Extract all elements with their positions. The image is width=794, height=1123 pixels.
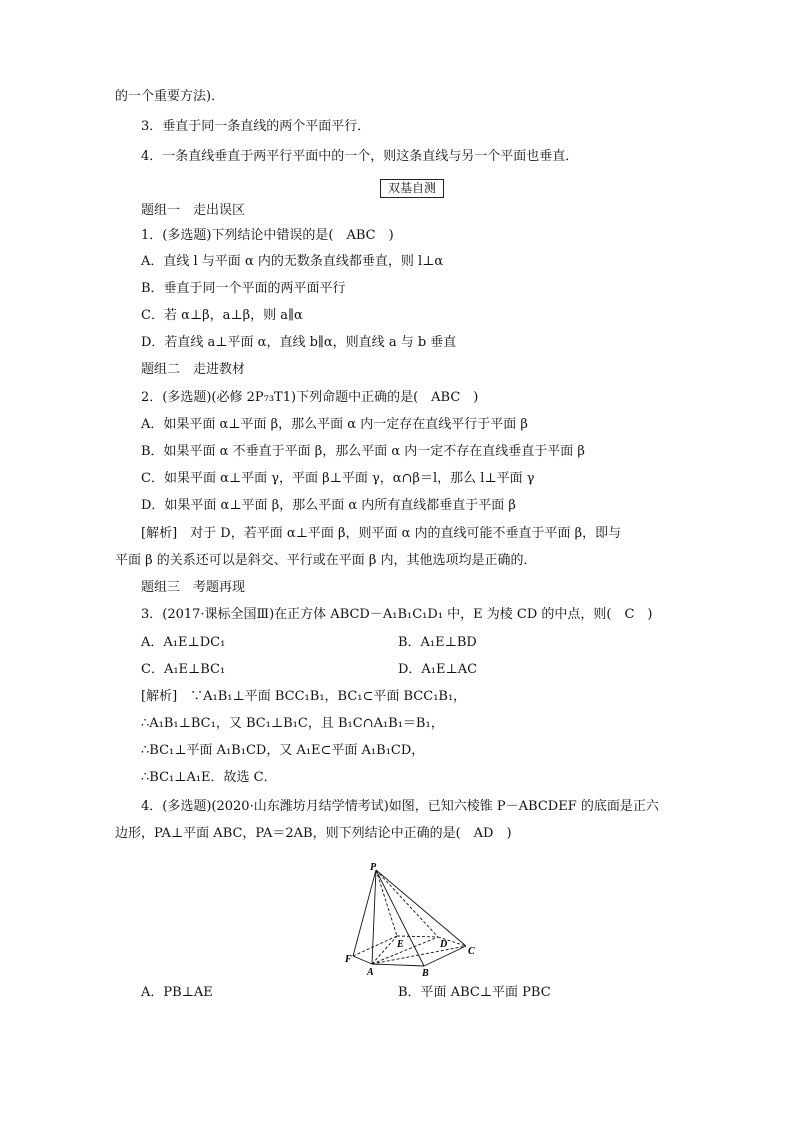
q2-option-a: A．如果平面 α⊥平面 β，那么平面 α 内一定存在直线平行于平面 β (141, 417, 528, 432)
property-4: 4．一条直线垂直于两平行平面中的一个，则这条直线与另一个平面也垂直． (141, 149, 579, 164)
label-p: P (370, 862, 377, 873)
q4-option-a: A．PB⊥AE (141, 985, 213, 1000)
property-3: 3．垂直于同一条直线的两个平面平行． (141, 119, 371, 134)
q3-option-b: B．A₁E⊥BD (398, 635, 477, 650)
q2-option-d: D．如果平面 α⊥平面 β，那么平面 α 内所有直线都垂直于平面 β (141, 498, 516, 513)
q4-stem-1: 4．(多选题)(2020·山东潍坊月结学情考试)如图，已知六棱锥 P－ABCDEF 的底面是正六 (141, 799, 659, 814)
q3-analysis-1: [解析] ∵A₁B₁⊥平面 BCC₁B₁，BC₁⊂平面 BCC₁B₁， (141, 689, 467, 704)
group-3-heading: 题组三 考题再现 (141, 580, 246, 595)
q2-option-c: C．如果平面 α⊥平面 γ，平面 β⊥平面 γ，α∩β＝l，那么 l⊥平面 γ (141, 471, 535, 486)
q2-analysis-2: 平面 β 的关系还可以是斜交、平行或在平面 β 内，其他选项均是正确的． (115, 553, 537, 568)
q3-option-a: A．A₁E⊥DC₁ (141, 635, 226, 650)
label-e: E (397, 939, 404, 950)
q2-option-b: B．如果平面 α 不垂直于平面 β，那么平面 α 内一定不存在直线垂直于平面 β (141, 444, 585, 459)
q3-analysis-4: ∴BC₁⊥A₁E．故选 C． (141, 770, 277, 785)
q3-option-d: D．A₁E⊥AC (398, 662, 478, 677)
q1-option-d: D．若直线 a⊥平面 α，直线 b∥α，则直线 a 与 b 垂直 (141, 335, 457, 350)
label-b: B (422, 968, 429, 979)
q2-analysis-1: [解析] 对于 D，若平面 α⊥平面 β，则平面 α 内的直线可能不垂直于平面 β，即与 (141, 526, 622, 541)
q3-analysis-3: ∴BC₁⊥平面 A₁B₁CD，又 A₁E⊂平面 A₁B₁CD， (141, 743, 425, 758)
q3-analysis-2: ∴A₁B₁⊥BC₁，又 BC₁⊥B₁C，且 B₁C∩A₁B₁＝B₁， (141, 716, 444, 731)
q1-option-a: A．直线 l 与平面 α 内的无数条直线都垂直，则 l⊥α (141, 254, 444, 269)
q3-option-c: C．A₁E⊥BC₁ (141, 662, 226, 677)
label-f: F (345, 954, 352, 965)
label-d: D (440, 939, 448, 950)
label-c: C (468, 946, 475, 957)
section-title-box: 双基自测 (380, 179, 444, 198)
q1-stem: 1．(多选题)下列结论中错误的是( ABC ) (141, 228, 394, 243)
q3-stem: 3．(2017·课标全国Ⅲ)在正方体 ABCD－A₁B₁C₁D₁ 中，E 为棱 CD 的中点，则( C ) (141, 607, 653, 622)
label-a: A (367, 967, 374, 978)
q4-stem-2: 边形，PA⊥平面 ABC，PA＝2AB，则下列结论中正确的是( AD ) (115, 826, 512, 841)
pyramid-diagram (340, 858, 480, 982)
group-1-heading: 题组一 走出误区 (141, 203, 246, 218)
hexagonal-pyramid-figure (340, 858, 480, 986)
q2-stem: 2．(多选题)(必修 2P₇₃T1)下列命题中正确的是( ABC ) (141, 390, 479, 405)
q4-option-b: B．平面 ABC⊥平面 PBC (398, 985, 551, 1000)
line-intro-end: 的一个重要方法)． (115, 89, 225, 104)
q1-option-c: C．若 α⊥β，a⊥β，则 a∥α (141, 308, 303, 323)
group-2-heading: 题组二 走进教材 (141, 362, 246, 377)
q1-option-b: B．垂直于同一个平面的两平面平行 (141, 281, 346, 296)
